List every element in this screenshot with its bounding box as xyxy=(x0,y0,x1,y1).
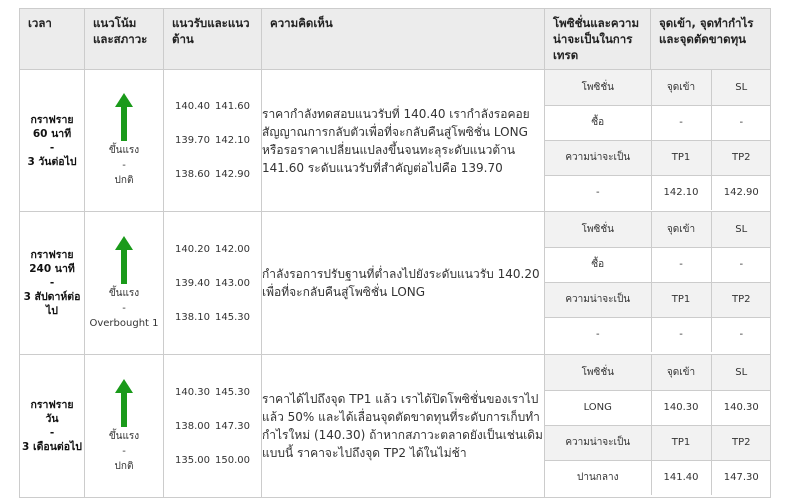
level-pair xyxy=(164,300,261,334)
resistance-value: 142.90 xyxy=(215,169,250,180)
level-pair xyxy=(164,124,261,158)
level-pair xyxy=(164,232,261,266)
support-value: 138.10 xyxy=(175,311,210,323)
comment-cell: ราคาได้ไปถึงจุด TP1 แล้ว เราได้ปิดโพซิชั่นของเราไปแล้ว 50% และได้เลื่อนจุดตัดขาดทุนที่ระดับการเก็บทำกำไรใหม่ (140.30) ถ้าหากสภาวะตลาดยังเป็นเช่นเดิมแบบนี้ ราคาจะไปถึงจุด TP2 ได้ในไม่ช้า xyxy=(262,355,545,498)
tp1-label: TP1 xyxy=(651,282,711,317)
timeframe-line: 3 เดือนต่อไป xyxy=(22,441,82,453)
up-arrow-icon xyxy=(115,236,133,284)
trend-cell xyxy=(85,355,164,498)
trade-grid-cell xyxy=(545,212,771,355)
resistance-value: 145.30 xyxy=(215,386,250,398)
level-pair xyxy=(164,409,261,443)
entry-value: - xyxy=(651,105,711,140)
timeframe-cell xyxy=(20,70,85,212)
trend-cell xyxy=(85,212,164,355)
header-row xyxy=(20,9,771,70)
timeframe-cell xyxy=(20,355,85,498)
probability-value: ปานกลาง xyxy=(545,460,651,495)
tp2-label: TP2 xyxy=(711,140,771,175)
entry-label: จุดเข้า xyxy=(651,212,711,247)
analysis-table xyxy=(19,8,771,498)
resistance-value: 142.10 xyxy=(215,135,250,146)
sl-label: SL xyxy=(711,355,771,390)
tp2-value: - xyxy=(711,317,771,352)
tp1-label: TP1 xyxy=(651,140,711,175)
levels-cell xyxy=(164,355,262,498)
condition-label: Overbought 1 xyxy=(89,317,159,329)
probability-value: - xyxy=(545,175,651,210)
trade-grid xyxy=(545,70,771,210)
timeframe-line: 3 สัปดาห์ต่อไป xyxy=(23,291,81,317)
condition-label: ปกติ xyxy=(114,175,134,186)
resistance-value: 150.00 xyxy=(215,454,250,466)
timeframe-line: 60 นาที xyxy=(32,127,72,140)
trade-grid xyxy=(545,355,771,495)
trend-label: ขึ้นแรง xyxy=(108,430,140,442)
position-label: โพซิชั่น xyxy=(545,355,651,390)
entry-label: จุดเข้า xyxy=(651,355,711,390)
level-pair xyxy=(164,375,261,409)
level-pair xyxy=(164,266,261,300)
support-value: 138.60 xyxy=(175,169,210,180)
resistance-value: 142.00 xyxy=(215,243,250,255)
trend-separator: - xyxy=(122,302,126,314)
probability-value: - xyxy=(545,317,651,352)
header-time: เวลา xyxy=(20,9,85,70)
header-position: โพซิชั่นและความน่าจะเป็นในการเทรด xyxy=(545,9,651,70)
table-row xyxy=(20,355,771,498)
timeframe-line: 3 วันต่อไป xyxy=(27,155,77,168)
position-value: ซื้อ xyxy=(545,247,651,282)
position-value: ซื้อ xyxy=(545,105,651,140)
sl-label: SL xyxy=(711,70,771,105)
resistance-value: 143.00 xyxy=(215,277,250,289)
trend-label: ขึ้นแรง xyxy=(108,145,140,156)
entry-value: - xyxy=(651,247,711,282)
timeframe-line: กราฟราย xyxy=(30,113,74,126)
probability-label: ความน่าจะเป็น xyxy=(545,282,651,317)
support-value: 135.00 xyxy=(175,454,210,466)
comment-cell: กำลังรอการปรับฐานที่ต่ำลงไปยังระดับแนวรับ 140.20 เพื่อที่จะกลับคืนสู่โพซิชั่น LONG xyxy=(262,212,545,355)
levels-cell xyxy=(164,70,262,212)
timeframe-line: กราฟราย xyxy=(30,399,74,411)
trade-grid-cell xyxy=(545,355,771,498)
entry-value: 140.30 xyxy=(651,390,711,425)
table-row xyxy=(20,212,771,355)
level-pair xyxy=(164,158,261,192)
header-entry: จุดเข้า, จุดทำกำไรและจุดตัดขาดทุน xyxy=(651,9,771,70)
timeframe-line: - xyxy=(49,141,55,154)
tp1-value: 142.10 xyxy=(651,175,711,210)
tp2-label: TP2 xyxy=(711,425,771,460)
support-value: 140.30 xyxy=(175,386,210,398)
tp1-value: - xyxy=(651,317,711,352)
timeframe-cell xyxy=(20,212,85,355)
timeframe-line: - xyxy=(49,277,55,289)
trend-label: ขึ้นแรง xyxy=(108,287,140,299)
timeframe-line: กราฟราย xyxy=(30,249,74,261)
timeframe-line: 240 นาที xyxy=(29,263,75,275)
entry-label: จุดเข้า xyxy=(651,70,711,105)
sl-label: SL xyxy=(711,212,771,247)
timeframe-line: วัน xyxy=(45,413,59,425)
tp1-value: 141.40 xyxy=(651,460,711,495)
sl-value: - xyxy=(711,105,771,140)
support-value: 140.40 xyxy=(175,101,210,112)
up-arrow-icon xyxy=(115,93,133,141)
comment-cell: ราคากำลังทดสอบแนวรับที่ 140.40 เรากำลังรอคอยสัญญาณการกลับตัวเพื่อที่จะกลับคืนสู่โพซิชั่น LONG หรือรอราคาเปลี่ยนแปลงขึ้นจนทะลุระดับแนวต้าน 141.60 ระดับแนวรับที่สำคัญต่อไปคือ 139.70 xyxy=(262,70,545,212)
position-value: LONG xyxy=(545,390,651,425)
trend-cell xyxy=(85,70,164,212)
probability-label: ความน่าจะเป็น xyxy=(545,425,651,460)
level-pair xyxy=(164,443,261,477)
up-arrow-icon xyxy=(115,379,133,427)
header-comment: ความคิดเห็น xyxy=(262,9,545,70)
timeframe-line: - xyxy=(49,427,55,439)
levels-cell xyxy=(164,212,262,355)
resistance-value: 141.60 xyxy=(215,101,250,112)
position-label: โพซิชั่น xyxy=(545,70,651,105)
trade-grid-cell xyxy=(545,70,771,212)
table-row xyxy=(20,70,771,212)
sl-value: - xyxy=(711,247,771,282)
position-label: โพซิชั่น xyxy=(545,212,651,247)
level-pair xyxy=(164,90,261,124)
support-value: 140.20 xyxy=(175,243,210,255)
tp2-label: TP2 xyxy=(711,282,771,317)
support-value: 138.00 xyxy=(175,420,210,432)
trend-separator: - xyxy=(122,445,126,457)
resistance-value: 145.30 xyxy=(215,311,250,323)
tp1-label: TP1 xyxy=(651,425,711,460)
trade-grid xyxy=(545,212,771,352)
probability-label: ความน่าจะเป็น xyxy=(545,140,651,175)
tp2-value: 147.30 xyxy=(711,460,771,495)
analysis-table-wrapper xyxy=(19,8,770,484)
header-levels: แนวรับและแนวต้าน xyxy=(164,9,262,70)
trend-separator: - xyxy=(122,160,126,171)
tp2-value: 142.90 xyxy=(711,175,771,210)
support-value: 139.70 xyxy=(175,135,210,146)
support-value: 139.40 xyxy=(175,277,210,289)
resistance-value: 147.30 xyxy=(215,420,250,432)
header-trend: แนวโน้มและสภาวะ xyxy=(85,9,164,70)
sl-value: 140.30 xyxy=(711,390,771,425)
condition-label: ปกติ xyxy=(114,460,134,472)
